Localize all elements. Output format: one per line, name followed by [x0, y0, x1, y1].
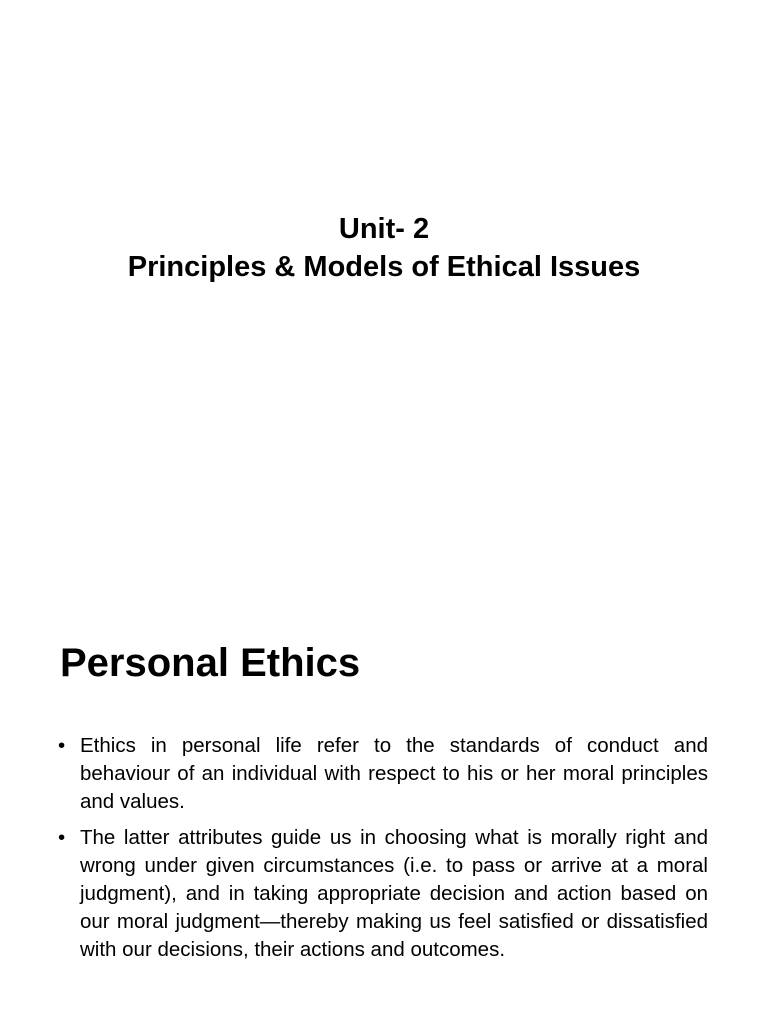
bullet-text: The latter attributes guide us in choosing what is morally right and wrong under given circumstances (i.e. to pass or arrive at a moral judgment), and in taking appropriate decision and action based on our moral judgment—thereby making us feel satisfied or dissatisfied with our decisions, their actions and outcomes.	[80, 826, 708, 961]
unit-title: Unit- 2	[338, 213, 430, 245]
slide-personal-ethics	[0, 512, 768, 1024]
bullet-icon: •	[58, 734, 66, 757]
unit-subtitle: Principles & Models of Ethical Issues	[127, 251, 641, 283]
bullet-item	[58, 732, 708, 816]
bullet-item	[58, 824, 708, 964]
slide-heading: Personal Ethics	[60, 641, 361, 685]
slide-title-block	[0, 210, 768, 286]
bullet-text: Ethics in personal life refer to the standards of conduct and behaviour of an individual with respect to his or her moral principles and values.	[80, 734, 708, 813]
bullet-icon: •	[58, 826, 66, 849]
bullet-list	[58, 732, 708, 972]
